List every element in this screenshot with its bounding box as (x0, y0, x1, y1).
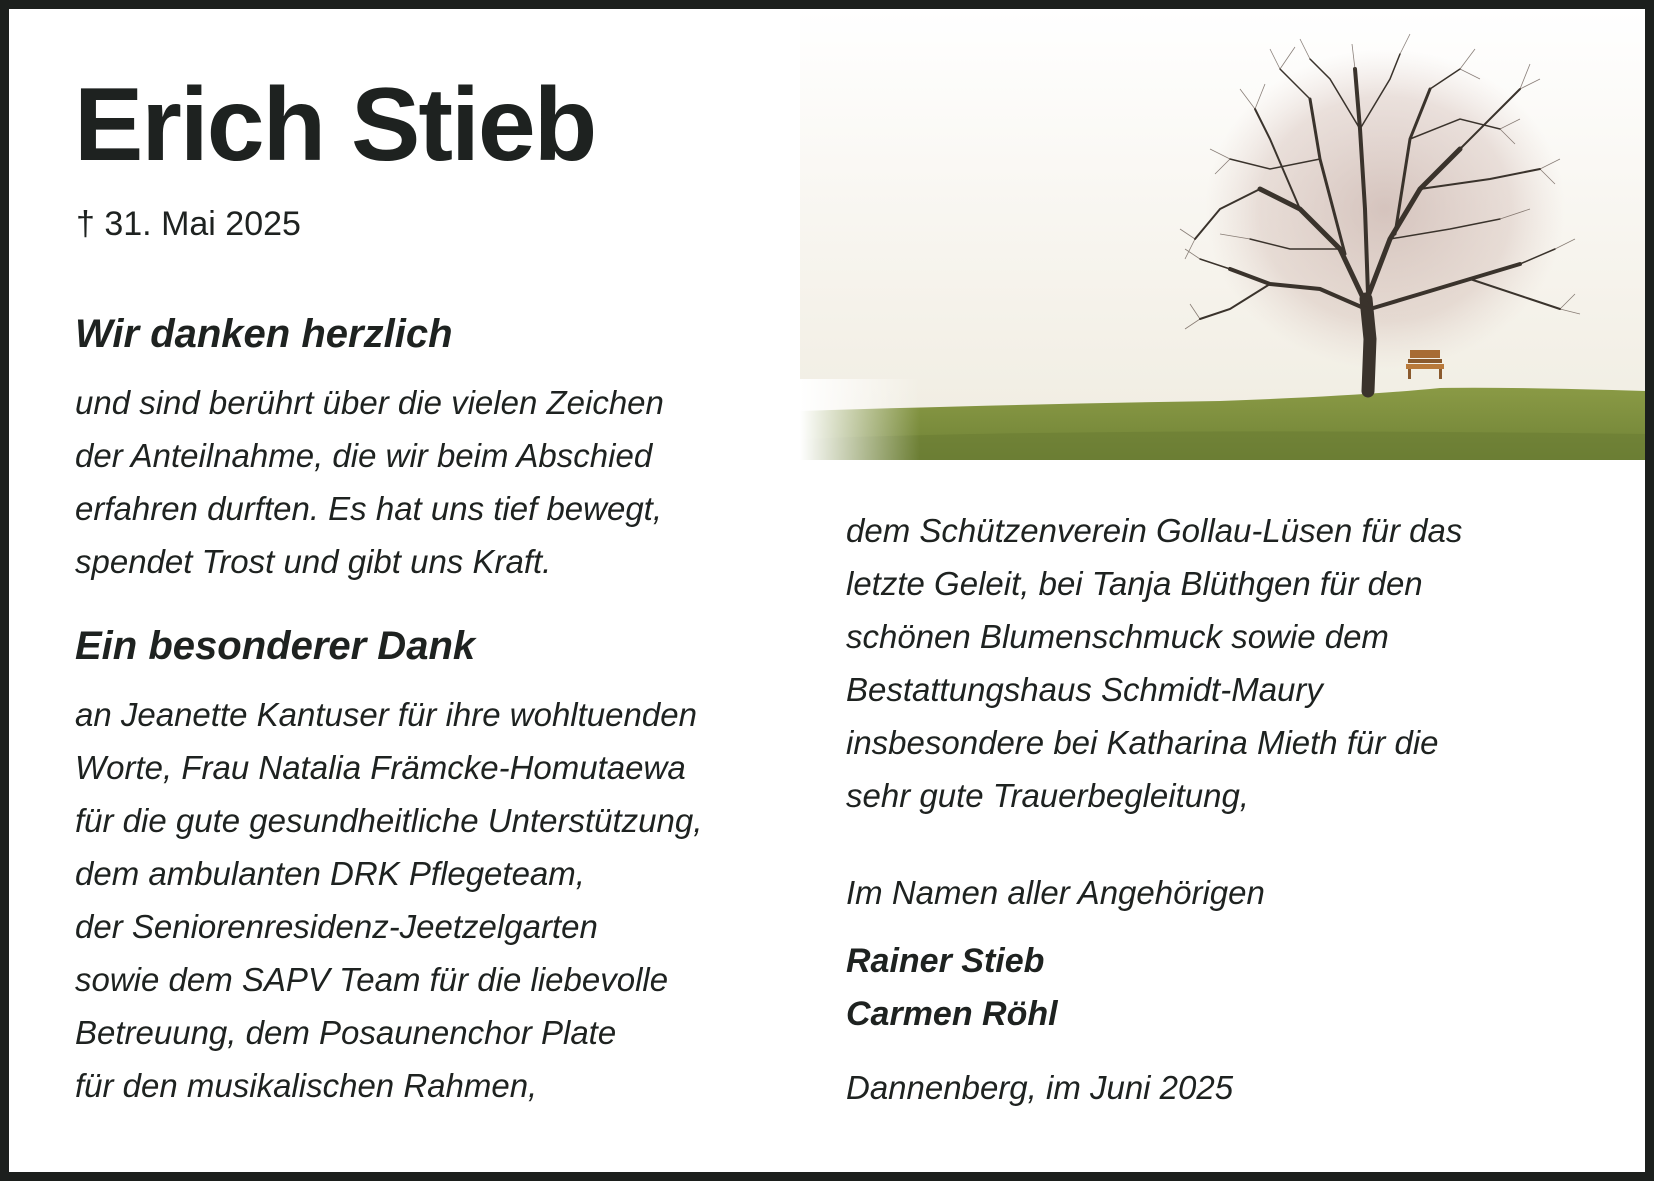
text-line: dem Schützenverein Gollau-Lüsen für das (846, 512, 1463, 549)
text-line: schönen Blumenschmuck sowie dem (846, 618, 1389, 655)
closing-line: Im Namen aller Angehörigen (846, 874, 1265, 911)
place-and-date: Dannenberg, im Juni 2025 (846, 1069, 1234, 1106)
text-line: sowie dem SAPV Team für die liebevolle (75, 961, 669, 998)
text-line: für den musikalischen Rahmen, (75, 1067, 538, 1104)
text-line: und sind berührt über die vielen Zeichen (75, 384, 664, 421)
thanks-heading: Wir danken herzlich (75, 312, 453, 356)
special-thanks-heading: Ein besonderer Dank (75, 624, 476, 668)
text-line: Betreuung, dem Posaunenchor Plate (75, 1014, 617, 1051)
tree-on-hill-photo (800, 9, 1645, 460)
death-date: † 31. Mai 2025 (76, 205, 301, 243)
text-line: dem ambulanten DRK Pflegeteam, (75, 855, 585, 892)
signer-name: Rainer Stieb (846, 942, 1045, 980)
text-line: für die gute gesundheitliche Unterstützung, (75, 802, 703, 839)
text-line: sehr gute Trauerbegleitung, (846, 777, 1249, 814)
text-line: insbesondere bei Katharina Mieth für die (846, 724, 1439, 761)
text-line: der Seniorenresidenz-Jeetzelgarten (75, 908, 598, 945)
text-line: Bestattungshaus Schmidt-Maury (846, 671, 1323, 708)
signer-name: Carmen Röhl (846, 995, 1058, 1033)
thanks-paragraph (75, 376, 664, 588)
special-thanks-paragraph-left (75, 688, 702, 1112)
deceased-name: Erich Stieb (74, 67, 596, 183)
text-line: erfahren durften. Es hat uns tief bewegt, (75, 490, 663, 527)
text-line: spendet Trost und gibt uns Kraft. (75, 543, 552, 580)
text-line: der Anteilnahme, die wir beim Abschied (75, 437, 653, 474)
text-line: an Jeanette Kantuser für ihre wohltuenden (75, 696, 697, 733)
signers-list (846, 935, 1058, 1041)
special-thanks-paragraph-right (846, 504, 1462, 822)
text-line: Worte, Frau Natalia Främcke-Homutaewa (75, 749, 686, 786)
text-line: letzte Geleit, bei Tanja Blüthgen für den (846, 565, 1423, 602)
